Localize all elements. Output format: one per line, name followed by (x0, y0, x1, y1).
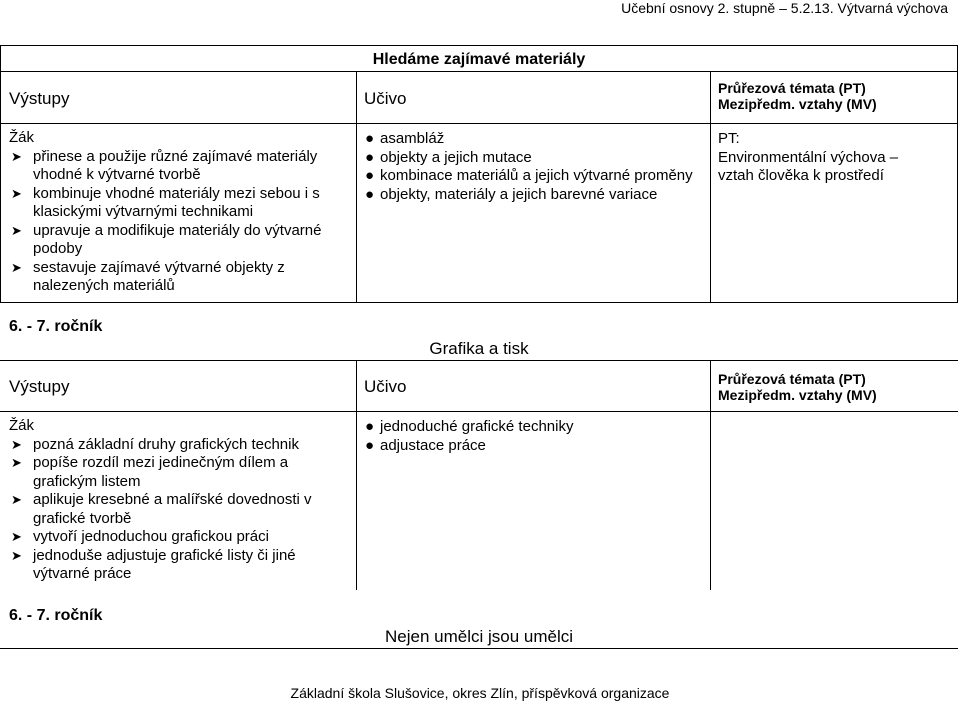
list-item: ➤ přinese a použije různé zajímavé materiály vhodné k výtvarné tvorbě (11, 147, 318, 183)
outcomes-cell (9, 129, 349, 296)
arrow-bullet-icon: ➤ (11, 148, 22, 164)
list-item: ➤ pozná základní druhy grafických technik (11, 435, 299, 453)
pt-text-label: PT: (718, 130, 740, 147)
content-list (362, 418, 702, 455)
arrow-bullet-icon: ➤ (11, 455, 22, 470)
column-header-ucivo: Učivo (364, 377, 407, 396)
outcomes-list (9, 148, 349, 296)
list-item: ● asambláž (365, 130, 445, 147)
bullet-icon: ● (365, 436, 375, 454)
section-title: Grafika a tisk (429, 339, 529, 358)
content-cell (362, 130, 702, 204)
list-item: ● adjustace práce (365, 436, 486, 454)
list-item: ● jednoduché grafické techniky (365, 418, 574, 435)
arrow-bullet-icon: ➤ (11, 259, 22, 275)
column-header-ucivo: Učivo (364, 89, 407, 108)
column-header-vystupy: Výstupy (9, 377, 70, 396)
list-item: ➤ sestavuje zajímavé výtvarné objekty z nalezených materiálů (11, 258, 285, 294)
content-cell (362, 418, 702, 455)
list-item: ➤ upravuje a modifikuje materiály do výtvarné podoby (11, 221, 322, 257)
list-item: ➤ vytvoří jednoduchou grafickou práci (11, 528, 269, 545)
bullet-icon: ● (365, 148, 375, 166)
list-item: ● objekty, materiály a jejich barevné variace (365, 185, 658, 203)
column-header-vystupy: Výstupy (9, 89, 70, 108)
bullet-icon: ● (365, 418, 375, 435)
bullet-icon: ● (365, 130, 375, 147)
arrow-bullet-icon: ➤ (11, 222, 22, 238)
bullet-icon: ● (365, 167, 375, 184)
column-header-pt: Průřezová témata (PT) (718, 371, 866, 387)
outcomes-list (9, 436, 349, 584)
grade-label: 6. - 7. ročník (9, 607, 103, 624)
grade-label: 6. - 7. ročník (9, 318, 103, 335)
list-item: ➤ aplikuje kresebné a malířské dovednosti v grafické tvorbě (11, 491, 312, 527)
list-item: ➤ kombinuje vhodné materiály mezi sebou i s klasickými výtvarnými technikami (11, 184, 320, 220)
arrow-bullet-icon: ➤ (11, 436, 22, 452)
student-label: Žák (9, 417, 35, 434)
list-item: ● objekty a jejich mutace (365, 148, 532, 166)
pt-text-topic: Environmentální výchova – (718, 148, 899, 166)
page-header: Učební osnovy 2. stupně – 5.2.13. Výtvarná výchova (621, 0, 948, 16)
pt-text-detail: vztah člověka k prostředí (718, 167, 884, 184)
content-list (362, 130, 702, 204)
outcomes-cell (9, 417, 349, 584)
column-header-pt: Průřezová témata (PT) (718, 80, 866, 96)
arrow-bullet-icon: ➤ (11, 547, 22, 563)
section-title: Hledáme zajímavé materiály (372, 51, 586, 68)
list-item: ● kombinace materiálů a jejich výtvarné proměny (365, 167, 693, 184)
list-item: ➤ popíše rozdíl mezi jedinečným dílem a grafickým listem (11, 454, 289, 490)
bullet-icon: ● (365, 185, 375, 203)
column-header-mv: Mezipředm. vztahy (MV) (718, 96, 877, 112)
student-label: Žák (9, 129, 35, 146)
arrow-bullet-icon: ➤ (11, 529, 22, 544)
list-item: ➤ jednoduše adjustuje grafické listy či jiné výtvarné práce (11, 546, 296, 582)
column-header-mv: Mezipředm. vztahy (MV) (718, 387, 877, 403)
section-title: Nejen umělci jsou umělci (384, 627, 574, 646)
arrow-bullet-icon: ➤ (11, 185, 22, 201)
arrow-bullet-icon: ➤ (11, 492, 22, 507)
pt-cell (718, 130, 954, 186)
page-footer: Základní škola Slušovice, okres Zlín, příspěvková organizace (290, 685, 670, 701)
